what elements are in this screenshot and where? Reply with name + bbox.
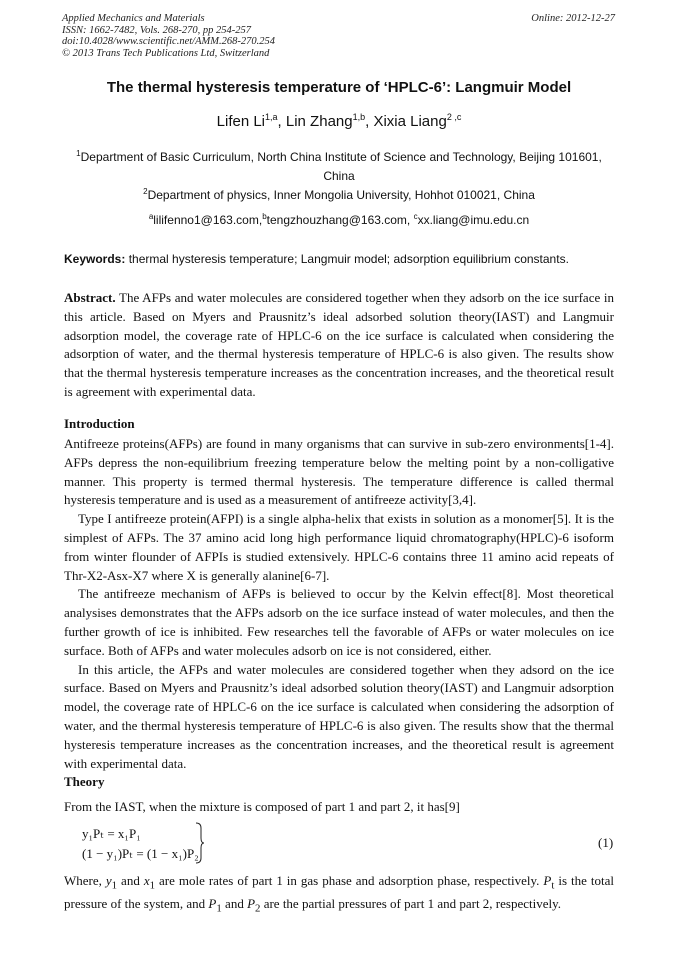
author-name: Lifen Li: [216, 113, 266, 130]
introduction-body: [64, 435, 614, 773]
text-run: Where,: [64, 873, 106, 888]
journal-header: [62, 13, 275, 59]
issn-line: ISSN: 1662-7482, Vols. 268-270, pp 254-257: [62, 24, 251, 36]
math-var: x: [143, 873, 150, 888]
math-var: P: [247, 896, 256, 912]
math-sub: 2: [255, 902, 261, 915]
theory-intro: From the IAST, when the mixture is composed of part 1 and part 2, it has[9]: [64, 799, 460, 814]
equation-1: [82, 824, 199, 864]
email-sup: b: [262, 212, 267, 221]
math-var: y: [105, 873, 112, 888]
math-var: P: [208, 896, 217, 912]
paragraph: Antifreeze proteins(AFPs) are found in many organisms that can survive in sub-zero environments[1-4]. AFPs depress the non-equilibrium freezing temperature below the melting point by a non-colligative manner. This property is termed thermal hysteresis. The temperature difference is called thermal hysteresis temperature and is used as a measurement of antifreeze activity[3,4].: [64, 436, 614, 508]
paragraph: The antifreeze mechanism of AFPs is believed to occur by the Kelvin effect[8]. Most theoretical analysises demonstrates that the AFPs adsorb on the ice surface instead of water molecules, and then the further growth of ice is inhibited. Few researches tell the favorable of AFPs or water molecules on ice surface. Both of AFPs and water molecules adsorb on ice is not considered, either.: [64, 586, 614, 658]
math-sub: 1: [149, 879, 156, 892]
section-heading-introduction: Introduction: [64, 416, 135, 431]
keywords: [64, 252, 616, 266]
abstract-label: Abstract.: [64, 290, 116, 305]
text-run: and: [117, 873, 144, 888]
keywords-label: Keywords:: [64, 252, 126, 266]
text-run: are mole rates of part 1 in gas phase and adsorption phase, respectively.: [155, 873, 544, 888]
email-a[interactable]: lilifenno1@163.com,: [153, 213, 263, 227]
journal-name: Applied Mechanics and Materials: [62, 13, 205, 24]
text-run: and: [221, 896, 248, 912]
abstract-text: The AFPs and water molecules are considered together when they adsorb on the ice surface in this article. Based on Myers and Prausnitz’s ideal adsorbed solution theory(IAST) and Langmuir adsorption model, the coverage rate of HPLC-6 on the ice surface is calculated when considering the adsorption of water, and the thermal hysteresis temperature of HPLC-6 is also given. The results show that the thermal hysteresis temperature increases as the concentration increases, and the theoretical result is agreement with experimental data.: [64, 290, 614, 399]
email-c[interactable]: xx.liang@imu.edu.cn: [417, 213, 530, 227]
affiliation-sup: 1: [76, 149, 81, 158]
copyright-line: © 2013 Trans Tech Publications Ltd, Switzerland: [62, 47, 270, 59]
affiliation-1: [64, 148, 614, 186]
equation-number: (1): [598, 835, 614, 850]
theory-where: [64, 872, 614, 919]
equation-line-2: (1 − y₁)Pₜ = (1 − x₁)P₂: [82, 846, 199, 861]
online-date: Online: 2012-12-27: [531, 13, 615, 24]
paragraph: Type I antifreeze protein(AFPI) is a single alpha-helix that exists in solution as a monomer[5]. It is the simplest of AFPs. The 37 amino acid long high performance liquid chromatography(HPLC)-6 isoform from winter flounder of AFPIs is studied extensively. HPLC-6 contains three 11 amino acid repeats of Thr-X2-Asx-X7 where X is generally alanine[6-7].: [64, 511, 614, 583]
right-brace-icon: [195, 822, 205, 864]
email-sup: c: [413, 212, 418, 221]
keywords-text: thermal hysteresis temperature; Langmuir model; adsorption equilibrium constants.: [125, 252, 569, 266]
email-line: [0, 213, 678, 227]
author-name: Xixia Liang: [373, 113, 447, 130]
math-sub: 1: [111, 879, 118, 892]
equation-line-1: y₁Pₜ = x₁P₁: [82, 826, 141, 841]
email-b[interactable]: tengzhouzhang@163.com,: [266, 213, 414, 227]
author-sup: 1,b: [352, 112, 366, 122]
paper-title: The thermal hysteresis temperature of ‘HPLC-6’: Langmuir Model: [106, 79, 572, 96]
author-list: Lifen Li$^{1,a}$, Lin Zhang$^{1,b}$, Xixia Liang$^{2 ,c}$: [216, 112, 462, 130]
math-sub: t: [551, 879, 555, 892]
text-run: are the partial pressures of part 1 and part 2, respectively.: [260, 896, 562, 912]
affiliation-text: Department of physics, Inner Mongolia University, Hohhot 010021, China: [147, 188, 535, 202]
author-sup: 1,a: [265, 112, 278, 122]
affiliation-text: Department of Basic Curriculum, North China Institute of Science and Technology, Beijing 101601, China: [80, 150, 602, 183]
email-sup: a: [148, 212, 154, 221]
doi-line[interactable]: doi:10.4028/www.scientific.net/AMM.268-270.254: [62, 36, 275, 47]
math-sub: 1: [216, 902, 222, 915]
author-sup: 2 ,c: [446, 112, 462, 122]
math-var: P: [543, 873, 552, 888]
affiliation-sup: 2: [143, 187, 148, 196]
text-run: is the total pressure of the system, and: [64, 873, 614, 912]
paragraph: In this article, the AFPs and water molecules are considered together when they adsord on the ice surface. Based on Myers and Prausnitz’s ideal adsorbed solution theory(IAST) and Langmuir adsorption model, the coverage rate of HPLC-6 on the ice surface is calculated when considering the adsorption of water, and the thermal hysteresis temperature of HPLC-6 is also given. The results show that the thermal hysteresis temperature increases as the concentration increases, and the theoretical result is agreement with experimental data.: [64, 661, 614, 771]
abstract: [64, 289, 614, 402]
section-heading-theory: Theory: [64, 774, 105, 789]
affiliation-2: [0, 188, 678, 202]
author-name: Lin Zhang: [285, 113, 353, 130]
